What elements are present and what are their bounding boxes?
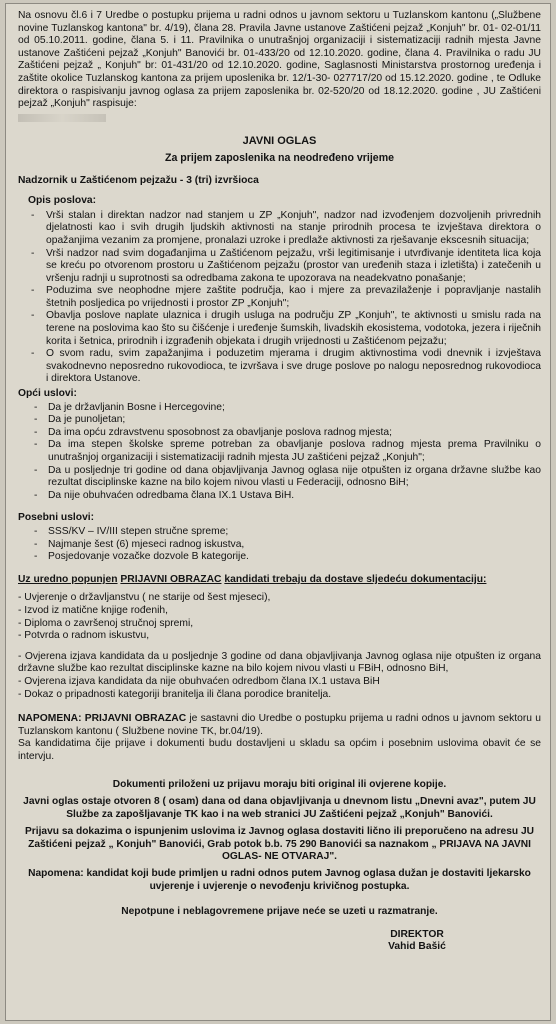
job-ad-notice — [5, 3, 551, 1021]
note-text: je sastavni dio Uredbe o postupku prijema u radni odnos u javnom sektoru u Tuzlanskom kantonu ( Službene novine TK, br.04/19). — [18, 713, 541, 737]
documents-list-statements — [18, 651, 541, 701]
list-item: - Da ima opću zdravstvenu sposobnost za obavljanje poslova radnog mjesta; — [32, 427, 541, 440]
closing-block — [18, 779, 541, 918]
duties-heading: Opis poslova: — [28, 195, 97, 207]
position-title: Nadzornik u Zaštićenom pejzažu - 3 (tri) izvršioca — [18, 174, 259, 186]
list-item: - SSS/KV – IV/III stepen stručne spreme; — [32, 526, 541, 539]
redacted-line — [18, 113, 541, 126]
documents-list — [18, 592, 541, 642]
list-item: - O svom radu, svim zapažanjima i poduzetim mjerama i drugim aktivnostima vodi dnevnik i izvještava svakodnevno neposredno rukovodioca, te izvršava i sve druge poslove po nalogu neposrednog rukovodioca i direktora Ustanove. — [28, 348, 541, 386]
notice-subtitle: Za prijem zaposlenika na neodređeno vrijeme — [164, 151, 395, 164]
closing-line: Prijavu sa dokazima o ispunjenim uslovima iz Javnog oglasa dostaviti lično ili preporučeno na adresu JU Zaštićeni pejzaž „ Konjuh" Banovići, Grab potok b.b. 75 290 Banovići sa naznakom „ PRIJAVA NA JAVNI OGLAS- NE OTVARAJ". — [25, 825, 534, 863]
list-item: - Ovjerena izjava kandidata da u posljednje 3 godine od dana objavljivanja Javnog oglasa nije otpušten iz organa državne službe kao rezultat disciplinske kazne na bilo kojem nivou vlasti u FBiH, odnosno BiH, — [18, 650, 541, 675]
notice-title: JAVNI OGLAS — [242, 135, 317, 148]
special-conditions-heading: Posebni uslovi: — [18, 512, 95, 524]
list-item: - Posjedovanje vozačke dozvole B kategorije. — [32, 551, 541, 564]
list-item: - Poduzima sve neophodne mjere zaštite područja, kao i mjere za prevazilaženje i popravljanje nastalih štetnih posljedica po vrijednosti i prostor ZP „Konjuh"; — [28, 285, 541, 310]
closing-line: Dokumenti priloženi uz prijavu moraju biti original ili ovjerene kopije. — [112, 779, 447, 791]
list-item: - Da ima stepen školske spreme potreban za obavljanje poslova radnog mjesta prema Pravilniku o unutrašnjoj organizaciji i sistematizaciji radnih mjesta JU zaštićeni pejzaž „Konjuh"; — [32, 439, 541, 464]
interview-paragraph: Sa kandidatima čije prijave i dokumenti budu dostavljeni u skladu sa općim i posebnim uslovima obavit će se intervju. — [18, 738, 541, 762]
documents-heading — [18, 574, 541, 587]
note-label: NAPOMENA: PRIJAVNI OBRAZAC — [18, 713, 187, 725]
list-item: - Ovjerena izjava kandidata da nije obuhvaćen odredbom člana IX.1 ustava BiH — [18, 675, 380, 687]
documents-heading-suffix: kandidati trebaju da dostave sljedeću dokumentaciju: — [224, 573, 487, 585]
closing-line: Nepotpune i neblagovremene prijave neće se uzeti u razmatranje. — [121, 905, 438, 917]
signature-block — [18, 929, 541, 954]
redaction-mark — [18, 114, 106, 122]
duties-list — [28, 210, 541, 386]
signature-role: DIREKTOR — [390, 928, 444, 940]
list-item: - Da u posljednje tri godine od dana objavljivanja Javnog oglasa nije otpušten iz organa državne službe kao rezultat disciplinske kazne na bilo kojem nivou vlasti u Federaciji, odnosno BiH; — [32, 465, 541, 490]
list-item: - Diploma o završenoj stručnoj spremi, — [18, 617, 194, 629]
general-conditions-list — [32, 402, 541, 503]
closing-line: Napomena: kandidat koji bude primljen u radni odnos putem Javnog oglasa dužan je dostaviti ljekarsko uvjerenje i uvjerenje o nevođenju krivičnog postupka. — [28, 868, 531, 893]
special-conditions-list — [32, 526, 541, 564]
documents-heading-prefix: Uz uredno popunjen — [18, 573, 118, 585]
closing-line: Javni oglas ostaje otvoren 8 ( osam) dana od dana objavljivanja u dnevnom listu „Dnevni avaz", putem JU Službe za zapošljavanje TK kao i na web stranici JU Zaštićeni pejzaž „Konjuh" Banovići. — [23, 796, 536, 821]
general-conditions-heading: Opći uslovi: — [18, 388, 77, 400]
list-item: - Da je punoljetan; — [32, 414, 541, 427]
list-item: - Dokaz o pripadnosti kategoriji branitelja ili člana porodice branitelja. — [18, 688, 332, 700]
list-item: - Obavlja poslove naplate ulaznica i drugih usluga na području ZP „Konjuh", te aktivnosti u smislu rada na terene na poslovima kao što su čišćenje i uređenje šumskih, livadskih ekosistema, vodotoka, jezera i riječnih korita i šetnica, prirodnih i izgrađenih objekata i drugih vrijednosti u Zaštićenom pejzažu; — [28, 310, 541, 348]
list-item: - Izvod iz matične knjige rođenih, — [18, 604, 168, 616]
list-item: - Da nije obuhvaćen odredbama člana IX.1 Ustava BiH. — [32, 490, 541, 503]
list-item: - Vrši stalan i direktan nadzor nad stanjem u ZP „Konjuh", nadzor nad izvođenjem dozvoljenih privrednih djelatnosti kao i svih drugih ljudskih aktivnosti na stanje prirodnih procesa te izvještava direktora o opažanjima vezanim za promjene, pronalazi uzroke i predlaže aktivnosti za rješavanje ekscesnih situacija; — [28, 210, 541, 248]
list-item: - Vrši nadzor nad svim događanjima u Zaštićenom pejzažu, vrši legitimisanje i utvrđivanje identiteta lica koja se kreću po otvorenom prostoru u Zaštićenom pejzažu (prostor van uređenih staza i izletišta) i zatečenih u vršenju radnji u suprotnosti sa odredbama zakona te upozorava na neadekvatno ponašanje; — [28, 248, 541, 286]
signature-name: Vahid Bašić — [388, 941, 446, 953]
documents-heading-form: PRIJAVNI OBRAZAC — [120, 573, 222, 585]
spacer — [18, 643, 541, 651]
list-item: - Uvjerenje o državljanstvu ( ne starije od šest mjeseci), — [18, 592, 271, 604]
intro-paragraph: Na osnovu čl.6 i 7 Uredbe o postupku prijema u radni odnos u javnom sektoru u Tuzlanskom kantonu („Službene novine Tuzlanskog kantona" br. 4/19), člana 28. Pravila Javne ustanove Zaštićeni pejzaž „Konjuh" br. 01- 02-01/11 od 05.10.2011. godine, člana 5. i 11. Pravilnika o unutrašnjoj organizaciji i sistematizaciji radnih mjesta Javne ustanove Zaštićeni pejzaž „Konjuh" Banovići br. 01-433/20 od 12.10.2020. godine, člana 4. Pravilnika o radu JU Zaštićeni pejzaž „ Konjuh" br: 01-431/20 od 12.10.2020. godine, Saglasnosti Ministarstva prostornog uređenja i zaštite okolice Tuzlanskog kantona za prijem uposlenika br. 12/1-30- 027717/20 od 15.12.2020. godine , te Odluke direktora o raspisivanju javnog oglasa za prijem zaposlenika br. 02-520/20 od 18.12.2020. godine , JU Zaštićeni pejzaž „Konjuh" raspisuje: — [18, 10, 541, 110]
list-item: - Najmanje šest (6) mjeseci radnog iskustva, — [32, 539, 541, 552]
note-paragraph — [18, 713, 541, 738]
list-item: - Potvrda o radnom iskustvu, — [18, 630, 150, 642]
list-item: - Da je državljanin Bosne i Hercegovine; — [32, 402, 541, 415]
